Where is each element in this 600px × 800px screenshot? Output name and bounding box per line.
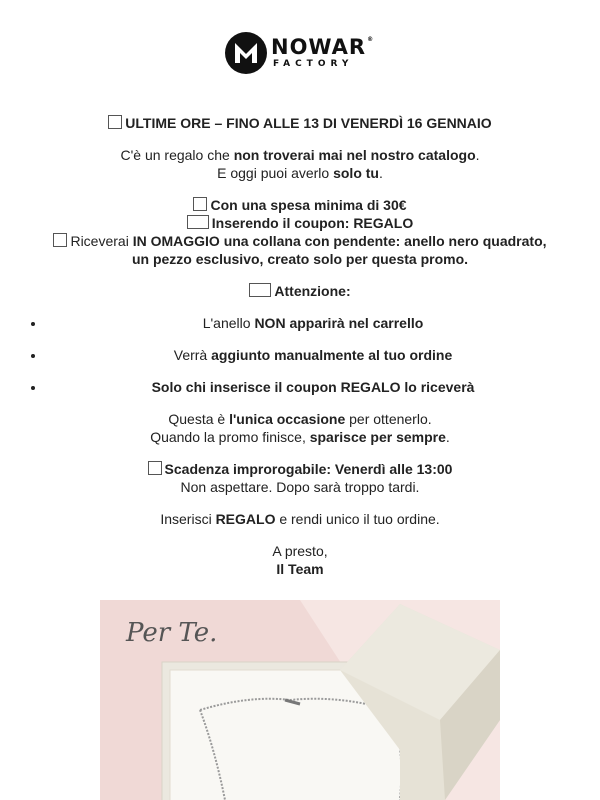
- signoff: [20, 542, 580, 578]
- cta-coupon: REGALO: [215, 511, 276, 527]
- unique-paragraph: [20, 410, 580, 446]
- cta-text: Inserisci: [160, 511, 216, 527]
- note-text: Verrà: [173, 347, 212, 363]
- attention-text: Attenzione:: [274, 283, 351, 299]
- note-bold: NON apparirà nel carrello: [254, 315, 424, 331]
- brand-sub: FACTORY: [273, 59, 354, 69]
- unique-bold: l'unica occasione: [229, 411, 346, 427]
- ticket-emoji-icon: [187, 215, 209, 229]
- deadline-paragraph: [20, 460, 580, 496]
- nowar-logo-icon: [224, 31, 268, 75]
- unique-text: per ottenerlo.: [345, 411, 432, 427]
- hero-caption: Per Te.: [126, 618, 218, 648]
- offer-paragraph: [20, 196, 580, 268]
- signoff-team: Il Team: [276, 561, 324, 577]
- deadline-title: Scadenza improrogabile: Venerdì alle 13:00: [164, 461, 453, 477]
- clock-emoji-icon: [148, 461, 162, 475]
- cta-text: e rendi unico il tuo ordine.: [275, 511, 440, 527]
- alarm-emoji-icon: [108, 115, 122, 129]
- intro-bold: solo tu: [333, 165, 379, 181]
- list-item: [46, 378, 580, 396]
- note-bold: aggiunto manualmente al tuo ordine: [211, 347, 453, 363]
- signoff-greeting: A presto,: [272, 543, 328, 559]
- note-bold: Solo chi inserisce il coupon REGALO lo riceverà: [151, 379, 475, 395]
- unique-bold: sparisce per sempre: [309, 429, 446, 445]
- offer-exclusive: un pezzo esclusivo, creato solo per questa promo.: [131, 251, 469, 267]
- offer-text: Riceverai: [70, 233, 133, 249]
- intro-text: C'è un regalo che: [120, 147, 234, 163]
- list-item: [46, 346, 580, 364]
- unique-text: Questa è: [168, 411, 230, 427]
- deadline-text: Non aspettare. Dopo sarà troppo tardi.: [180, 479, 420, 495]
- headline: [20, 114, 580, 132]
- intro-bold: non troverai mai nel nostro catalogo: [233, 147, 476, 163]
- gift-emoji-icon: [53, 233, 67, 247]
- unique-text: Quando la promo finisce,: [150, 429, 310, 445]
- cart-emoji-icon: [193, 197, 207, 211]
- brand-name: NOWAR: [271, 35, 367, 59]
- hero-image[interactable]: [100, 600, 500, 800]
- offer-coupon: Inserendo il coupon: REGALO: [211, 215, 414, 231]
- intro-text: .: [378, 165, 383, 181]
- attention-heading: [20, 282, 580, 300]
- intro-text: .: [475, 147, 480, 163]
- cta-paragraph: [20, 510, 580, 528]
- intro-paragraph: [20, 146, 580, 182]
- brand-logo[interactable]: [224, 30, 384, 76]
- offer-min-spend: Con una spesa minima di 30€: [210, 197, 407, 213]
- unique-text: .: [445, 429, 450, 445]
- notes-list: [20, 314, 580, 396]
- email-body: [20, 114, 580, 592]
- offer-gift: IN OMAGGIO una collana con pendente: anello nero quadrato,: [132, 233, 547, 249]
- registered-mark: ®: [367, 36, 375, 43]
- intro-text: E oggi puoi averlo: [217, 165, 334, 181]
- warning-emoji-icon: [249, 283, 271, 297]
- note-text: L'anello: [202, 315, 255, 331]
- headline-text: ULTIME ORE – FINO ALLE 13 DI VENERDÌ 16 GENNAIO: [125, 115, 492, 131]
- list-item: [46, 314, 580, 332]
